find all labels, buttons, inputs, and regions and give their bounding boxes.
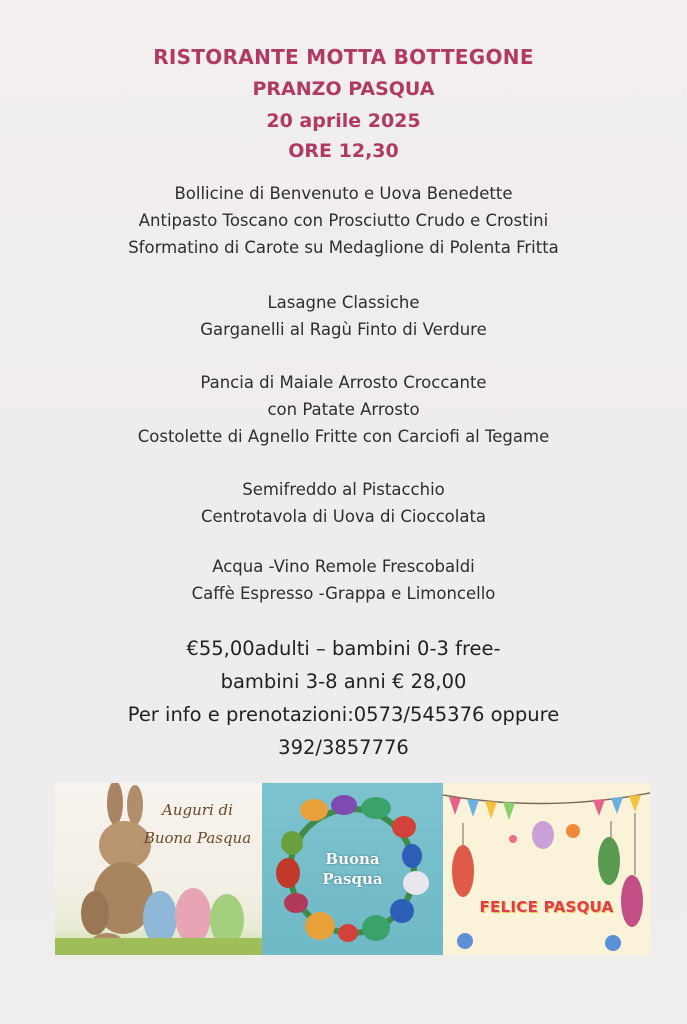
banner-greeting-line2: Buona Pasqua — [143, 829, 252, 847]
menu-item: Centrotavola di Uova di Cioccolata — [200, 507, 487, 526]
banner-greeting-line1: Auguri di — [162, 801, 233, 819]
event-date: 20 aprile 2025 — [266, 110, 421, 132]
bunting-eggs-illustration — [443, 783, 650, 955]
menu-section-starters — [0, 180, 687, 261]
restaurant-name: RISTORANTE MOTTA BOTTEGONE — [153, 45, 534, 69]
menu-item: Sformatino di Carote su Medaglione di Polenta Fritta — [128, 238, 559, 257]
menu-section-first-courses — [0, 289, 687, 343]
easter-banner-wreath — [262, 783, 443, 955]
menu-section-main-courses — [0, 369, 687, 450]
menu-item: Acqua -Vino Remole Frescobaldi — [212, 557, 475, 576]
menu-item: Bollicine di Benvenuto e Uova Benedette — [174, 184, 513, 203]
price-children: bambini 3-8 anni € 28,00 — [220, 670, 467, 693]
menu-item: Costolette di Agnello Fritte con Carciofi al Tegame — [137, 427, 550, 446]
menu-section-drinks — [0, 553, 687, 607]
booking-phone: Per info e prenotazioni:0573/545376 oppure — [127, 703, 560, 726]
banner-wreath-line1: Buona — [325, 850, 380, 868]
menu-item: Lasagne Classiche — [267, 293, 420, 312]
banner-felice-pasqua: FELICE PASQUA — [479, 898, 614, 916]
menu-item: Semifreddo al Pistacchio — [242, 480, 445, 499]
easter-banner-bunny — [55, 783, 262, 955]
menu-section-desserts — [0, 476, 687, 530]
banner-wreath-line2: Pasqua — [322, 870, 383, 888]
price-adults: €55,00adulti – bambini 0-3 free- — [186, 637, 501, 660]
event-time: ORE 12,30 — [288, 140, 399, 162]
event-title: PRANZO PASQUA — [252, 78, 435, 100]
menu-item: Caffè Espresso -Grappa e Limoncello — [191, 584, 496, 603]
easter-banner-bunting — [443, 783, 650, 955]
pricing-info — [0, 632, 687, 764]
booking-mobile: 392/3857776 — [278, 736, 409, 759]
menu-item: Antipasto Toscano con Prosciutto Crudo e Crostini — [138, 211, 549, 230]
menu-item: Pancia di Maiale Arrosto Croccante — [200, 373, 487, 392]
menu-item: con Patate Arrosto — [267, 400, 420, 419]
menu-item: Garganelli al Ragù Finto di Verdure — [200, 320, 487, 339]
